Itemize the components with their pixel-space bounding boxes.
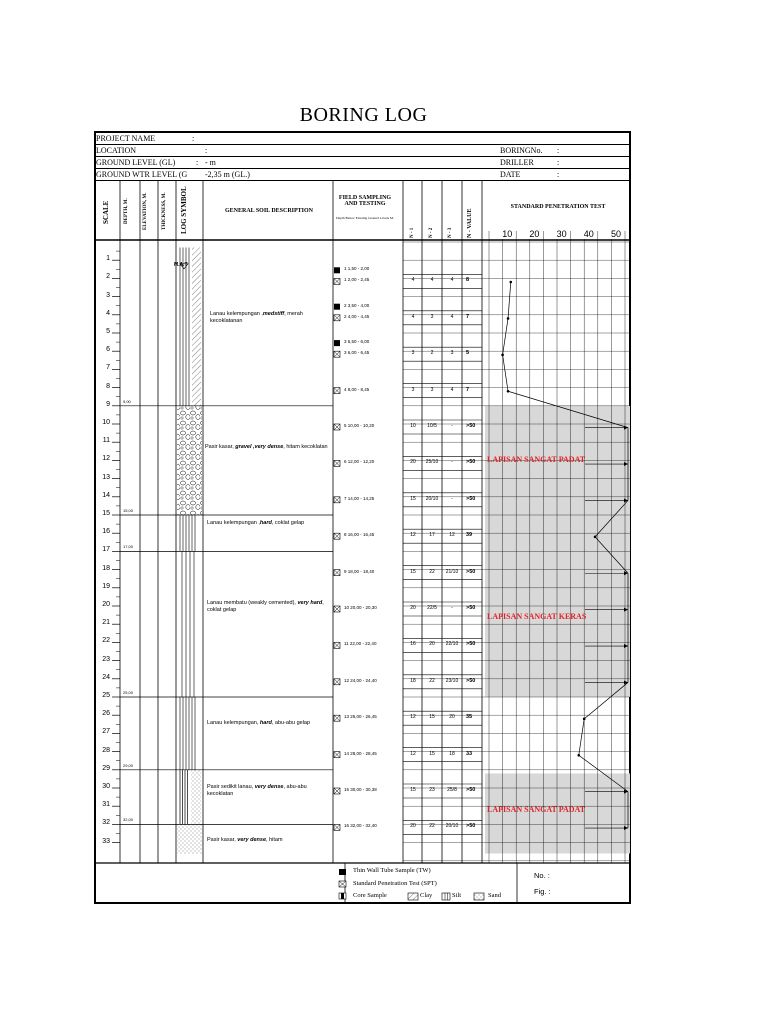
depth-label: 22 [102, 637, 110, 645]
spt-blow-count: 3 [430, 313, 434, 320]
depth-label: 28 [102, 746, 110, 754]
zone-label: LAPISAN SANGAT PADAT [487, 455, 586, 465]
depth-label: 26 [102, 710, 110, 718]
spt-blow-count: 4 [450, 277, 454, 284]
gravel-symbol [177, 406, 202, 515]
colon: : [557, 170, 560, 179]
boring-no-label: BORINGNo. [500, 146, 543, 155]
sample-entry: 15 30,00 - 30,38 [344, 787, 377, 792]
spt-blow-count: 4 [430, 277, 434, 284]
soil-description: Lanau kelempungan, hard, abu-abu gelap [207, 720, 311, 727]
spt-blow-count: 22 [429, 677, 435, 684]
spt-tick-label: 10 [502, 229, 513, 239]
spt-blow-count: 20 [410, 459, 416, 466]
thin-wall-tube-icon [334, 267, 340, 273]
ground-level-label: GROUND LEVEL (GL) [96, 158, 176, 167]
n-value: >50 [466, 823, 476, 830]
spt-blow-count: 10 [410, 423, 416, 429]
n-value: >50 [466, 459, 476, 466]
depth-label: 20 [102, 601, 110, 608]
description-header: GENERAL SOIL DESCRIPTION [224, 208, 314, 214]
sample-entry: 16 32,00 - 32,40 [344, 823, 377, 829]
spt-blow-count: 20 [410, 823, 416, 830]
spt-blow-count: 15 [429, 750, 435, 757]
n1-header: N - 1 [410, 227, 415, 238]
spt-blow-count: 20/10 [445, 823, 459, 830]
thickness-header: THICKNESS, M. [162, 192, 167, 230]
spt-blow-count: 22/10 [445, 641, 459, 648]
n-value: >50 [466, 677, 476, 684]
n-value-curve-segment [503, 318, 508, 354]
n-value: 33 [466, 750, 473, 757]
core-sample-icon [341, 893, 344, 899]
depth-label: 23 [102, 655, 110, 663]
spt-blow-count: 12 [410, 714, 416, 721]
depth-label: 7 [106, 364, 110, 372]
ground-water-label: GROUND WTR LEVEL (G [96, 170, 188, 179]
depth-label: 3 [106, 291, 110, 299]
spt-blow-count: 4 [411, 277, 415, 284]
clay-symbol [192, 247, 201, 405]
n-value: 5 [466, 350, 470, 357]
sand-symbol [191, 770, 201, 825]
colon: : [192, 134, 195, 143]
spt-blow-count: 3 [450, 350, 454, 357]
depth-label: 6 [106, 346, 110, 354]
depth-label: 18 [102, 564, 110, 572]
spt-blow-count: 4 [450, 386, 454, 393]
n-value: >50 [466, 787, 476, 793]
depth-label: 2 [106, 273, 110, 281]
spt-blow-count: 15 [429, 714, 435, 721]
scale-header: SCALE [102, 200, 110, 224]
depth-label: 15 [102, 510, 110, 517]
depth-label: 13 [102, 473, 110, 481]
ground-level-value: - m [205, 158, 216, 167]
soil-description: Lanau kelempungan ,medstiff, merah kecoklatanan [210, 310, 303, 324]
project-name-label: PROJECT NAME [96, 134, 156, 143]
sample-entry: 8 16,00 - 16,45 [344, 532, 375, 538]
depth-label: 10 [102, 419, 110, 426]
sample-entry: 6 12,00 - 12,20 [344, 459, 375, 465]
spt-blow-count: 12 [410, 532, 416, 539]
depth-label: 25 [102, 692, 110, 699]
n-value: 7 [466, 386, 470, 393]
sample-entry: 3 5,50 - 6,00 [344, 339, 370, 345]
n-value: 35 [466, 714, 473, 721]
legend-tw: Thin Wall Tube Sample (TW) [353, 867, 431, 874]
depth-label: 17 [102, 546, 110, 554]
figure-label: Fig. : [534, 887, 551, 896]
n-value: >50 [466, 423, 476, 429]
sample-entry: 1 2,00 - 2,45 [344, 277, 370, 283]
depth-label: 11 [102, 437, 110, 445]
n-value-curve-segment [508, 282, 511, 318]
water-level-mark: M.A.T [174, 262, 188, 268]
spt-blow-count: 15 [410, 568, 416, 575]
depth-label: 14 [102, 491, 110, 499]
depth-label: 32 [102, 819, 110, 827]
zone-label: LAPISAN SANGAT KERAS [487, 611, 587, 621]
soil-description: Pasir sedikit lanau, very dense, abu-abu kecoklatan [207, 784, 307, 797]
sample-entry: 2 4,00 - 4,45 [344, 313, 370, 319]
field-sampling-subheader: Depth Below Existing Ground Levels M. [336, 216, 394, 220]
depth-header: DEPTH, M. [124, 198, 129, 224]
field-sampling-header: FIELD SAMPLING AND TESTING [338, 195, 392, 207]
spt-blow-count: 25/10 [425, 459, 439, 466]
nvalue-header: N - VALUE [467, 208, 473, 238]
n2-header: N - 2 [429, 227, 434, 238]
sand-icon [474, 893, 484, 900]
spt-blow-count: 3 [430, 386, 434, 393]
spt-blow-count: 18 [449, 750, 455, 757]
spt-blow-count: 3 [411, 350, 415, 357]
spt-blow-count: 3 [411, 386, 415, 393]
depth-label: 12 [102, 455, 110, 463]
spt-blow-count: 16 [410, 641, 416, 648]
legend-sand: Sand [488, 892, 501, 899]
spt-blow-count: 15 [410, 495, 416, 502]
sample-entry: 14 28,00 - 28,45 [344, 750, 377, 756]
depth-label: 27 [102, 728, 110, 736]
spt-blow-count: - [451, 605, 453, 611]
soil-description: Pasir kasar, gravel ,very dense, hitam kecoklatan [205, 443, 328, 450]
date-label: DATE [500, 170, 521, 179]
n-value: >50 [466, 495, 476, 502]
zone-label: LAPISAN SANGAT PADAT [487, 804, 586, 814]
spt-blow-count: 17 [429, 532, 435, 539]
depth-label: 8 [106, 382, 110, 390]
spt-blow-count: 22/5 [427, 605, 437, 611]
elevation-header: ELEVATION, M. [143, 192, 148, 230]
spt-tick-label: 20 [529, 229, 540, 239]
depth-label: 24 [102, 673, 110, 681]
spt-blow-count: 4 [411, 313, 415, 320]
spt-blow-count: 20 [410, 605, 416, 611]
thin-wall-tube-icon [334, 304, 340, 310]
colon: : [557, 146, 560, 155]
driller-label: DRILLER [500, 158, 534, 167]
spt-tick-label: 30 [556, 229, 567, 239]
depth-label: 31 [102, 801, 110, 809]
spt-tick-label: 40 [583, 229, 594, 239]
soil-description: Pasir kasar, very dense, hitam [207, 836, 283, 843]
n-value: 8 [466, 277, 470, 284]
legend-clay: Clay [420, 892, 433, 899]
depth-label: 29 [102, 764, 110, 772]
spt-blow-count: 20 [429, 641, 435, 648]
elevation-label: 9,00 [123, 398, 131, 404]
spt-blow-count: 12 [449, 532, 455, 539]
n-value: 39 [466, 532, 473, 539]
n-value: >50 [466, 568, 476, 575]
depth-label: 16 [102, 528, 110, 536]
spt-blow-count: - [451, 423, 453, 429]
legend-silt: Silt [452, 892, 462, 899]
n-value: >50 [466, 641, 476, 648]
spt-blow-count: 10/5 [427, 423, 437, 429]
n-value: 7 [466, 313, 470, 320]
spt-blow-count: 15 [410, 787, 416, 793]
sample-entry: 3 6,00 - 6,45 [344, 350, 370, 356]
location-label: LOCATION [96, 146, 136, 155]
spt-blow-count: 25/8 [447, 787, 457, 793]
sample-entry: 10 20,00 - 20,30 [344, 605, 377, 610]
n3-header: N - 3 [448, 227, 453, 238]
log-symbol-header: LOG SYMBOL [180, 186, 188, 234]
sample-entry: 1 1,50 - 2,00 [344, 266, 370, 272]
spt-blow-count: 20/10 [425, 495, 439, 502]
n-value-curve-segment [503, 355, 508, 391]
spt-blow-count: 22 [429, 568, 435, 575]
colon: : [205, 146, 208, 155]
spt-blow-count: 2 [430, 350, 434, 357]
figure-number-label: No. : [534, 871, 550, 880]
sample-entry: 4 8,00 - 8,45 [344, 386, 370, 392]
spt-blow-count: 18 [410, 677, 416, 684]
elevation-label: 17,00 [123, 544, 134, 550]
page-title: BORING LOG [299, 104, 428, 126]
clay-icon [408, 893, 418, 900]
depth-label: 33 [102, 837, 110, 845]
sample-entry: 12 24,00 - 24,40 [344, 677, 377, 683]
elevation-label: 25,00 [123, 690, 134, 695]
spt-blow-count: 12 [410, 750, 416, 757]
colon: : [557, 158, 560, 167]
spt-tick-label: 50 [611, 229, 622, 239]
n-value-curve-segment [579, 719, 584, 755]
ground-water-value: -2,35 m (GL.) [205, 170, 250, 179]
depth-label: 30 [102, 783, 110, 790]
sample-entry: 13 26,00 - 26,45 [344, 714, 377, 720]
sample-entry: 9 18,00 - 18,40 [344, 568, 375, 574]
spt-blow-count: 4 [450, 313, 454, 320]
elevation-label: 29,00 [123, 762, 134, 768]
colon: : [196, 158, 199, 167]
spt-blow-count: - [451, 459, 453, 466]
depth-label: 19 [102, 582, 110, 590]
depth-label: 5 [106, 328, 110, 335]
spt-blow-count: 23 [429, 787, 435, 793]
depth-label: 21 [102, 619, 110, 627]
legend-core: Core Sample [353, 892, 387, 899]
sample-entry: 11 22,00 - 22,40 [344, 641, 377, 647]
legend-spt: Standard Penetration Test (SPT) [353, 880, 437, 887]
spt-blow-count: 23/10 [445, 677, 459, 684]
sample-entry: 7 14,00 - 14,25 [344, 495, 375, 501]
n-value: >50 [466, 605, 476, 611]
soil-description: Lanau kelempungan ,hard, coklat gelap [207, 520, 305, 527]
depth-label: 4 [106, 309, 110, 317]
thin-wall-tube-icon [339, 869, 346, 875]
spt-header: STANDARD PENETRATION TEST [510, 204, 606, 210]
silt-icon [442, 893, 450, 900]
soil-description: Lanau membatu (weakly cemented), very hard, coklat gelap [207, 600, 324, 614]
spt-blow-count: 22 [429, 823, 435, 830]
sample-entry: 5 10,00 - 10,20 [344, 423, 375, 428]
thin-wall-tube-icon [334, 340, 340, 346]
sand-symbol [177, 824, 202, 853]
elevation-label: 32,00 [123, 817, 134, 823]
depth-label: 1 [106, 255, 110, 263]
spt-blow-count: 21/10 [445, 568, 459, 575]
spt-blow-count: 20 [449, 714, 455, 721]
spt-blow-count: - [451, 495, 453, 502]
sample-entry: 2 3,50 - 4,00 [344, 302, 370, 308]
elevation-label: 15,00 [123, 508, 134, 513]
depth-label: 9 [106, 400, 110, 408]
